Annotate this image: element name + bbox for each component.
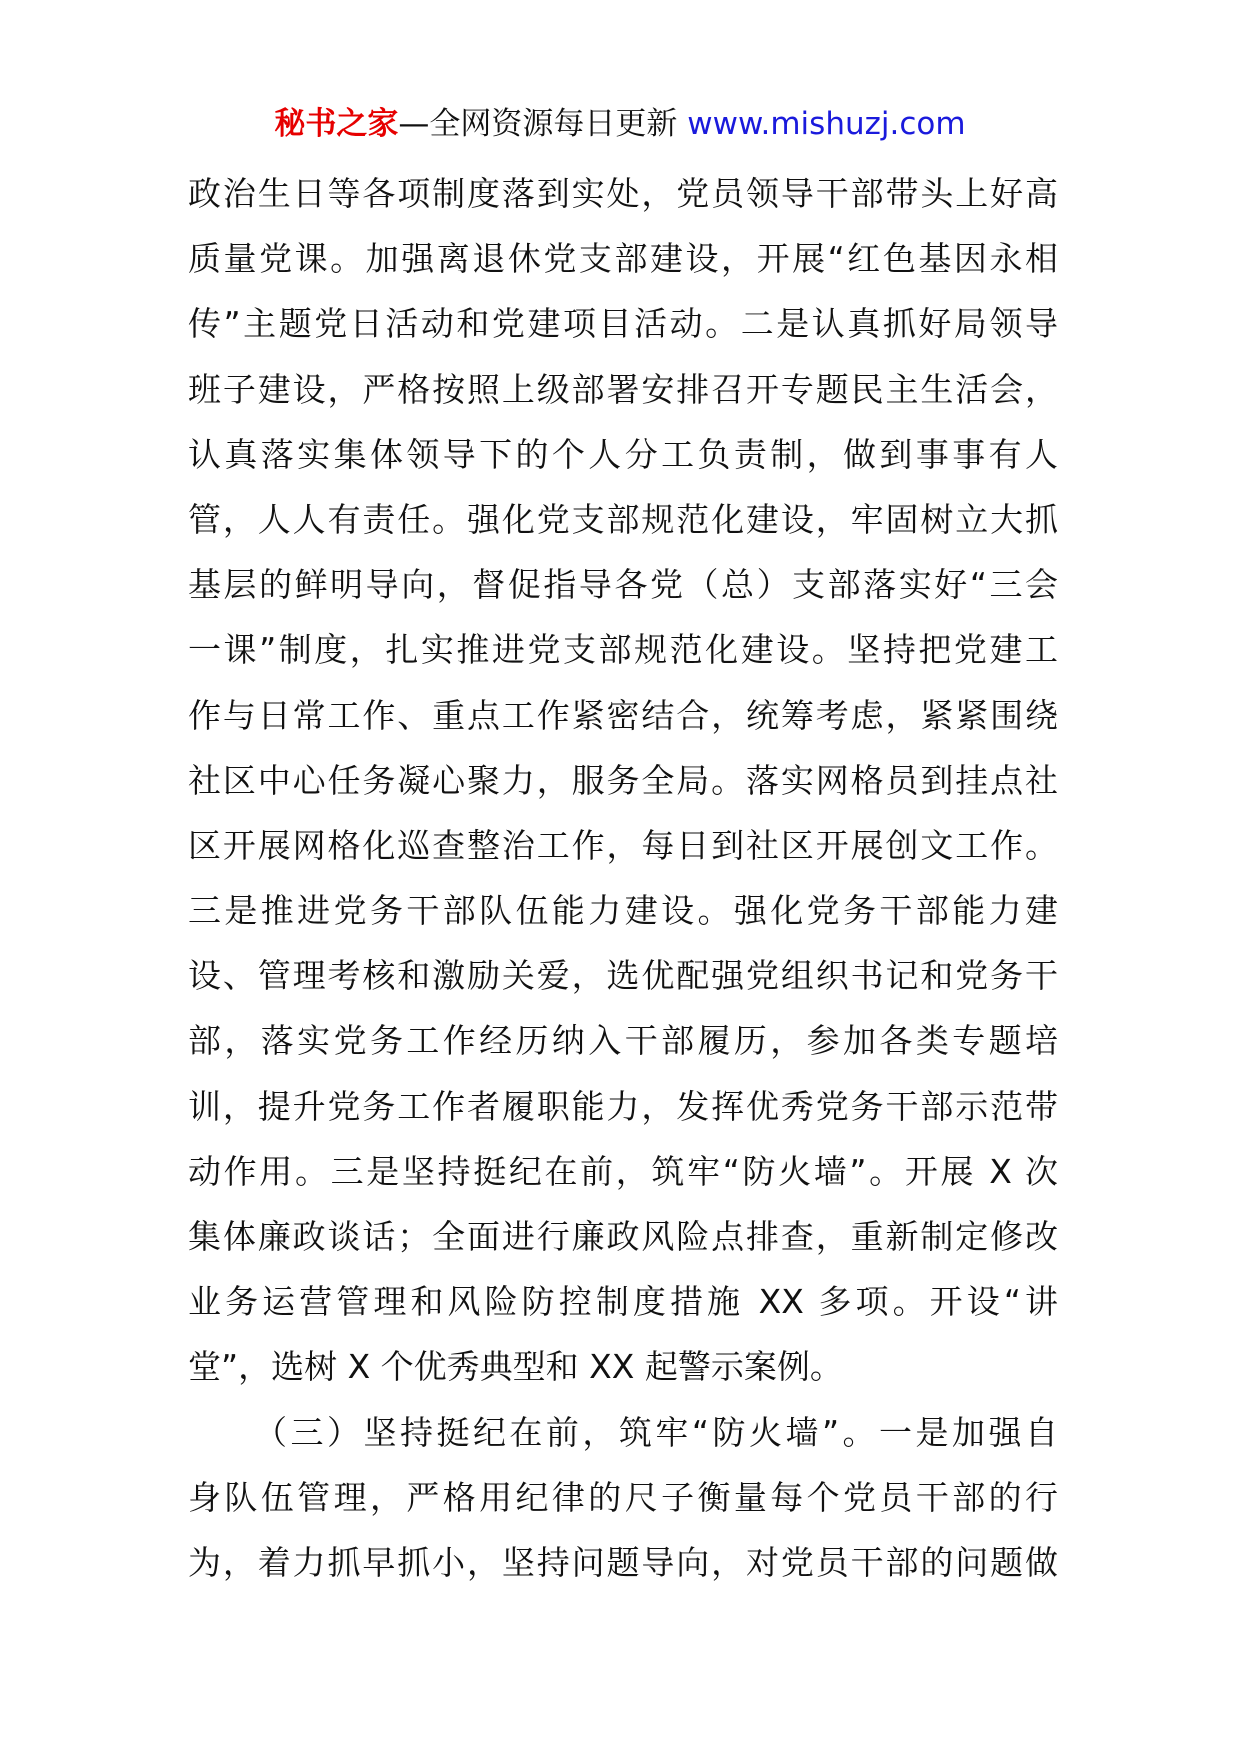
section-heading-line: （三）坚持挺纪在前，筑牢“防火墙”。一是加强自 <box>254 1412 1058 1452</box>
body-line: 区开展网格化巡查整治工作，每日到社区开展创文工作。 <box>188 825 1058 865</box>
body-line: 作与日常工作、重点工作紧密结合，统筹考虑，紧紧围绕 <box>188 695 1058 735</box>
body-line: 基层的鲜明导向，督促指导各党（总）支部落实好“三会 <box>188 565 1058 605</box>
body-line: 身队伍管理，严格用纪律的尺子衡量每个党员干部的行 <box>188 1477 1058 1517</box>
body-line: 管，人人有责任。强化党支部规范化建设，牢固树立大抓 <box>188 499 1058 539</box>
body-line: 认真落实集体领导下的个人分工负责制，做到事事有人 <box>188 434 1058 474</box>
document-body <box>188 161 1058 1595</box>
body-line: 业务运营管理和风险防控制度措施 XX 多项。开设“讲 <box>188 1282 1058 1322</box>
page-header <box>0 102 1240 146</box>
body-line: 质量党课。加强离退休党支部建设，开展“红色基因永相 <box>188 239 1058 279</box>
body-line: 训，提升党务工作者履职能力，发挥优秀党务干部示范带 <box>188 1086 1058 1126</box>
body-line: 一课”制度，扎实推进党支部规范化建设。坚持把党建工 <box>188 630 1058 670</box>
body-line: 部，落实党务工作经历纳入干部履历，参加各类专题培 <box>188 1021 1058 1061</box>
header-brand: 秘书之家 <box>274 106 399 142</box>
body-line: 政治生日等各项制度落到实处，党员领导干部带头上好高 <box>188 174 1058 213</box>
body-line: 传”主题党日活动和党建项目活动。二是认真抓好局领导 <box>188 304 1058 344</box>
header-slogan: —全网资源每日更新 <box>398 106 678 142</box>
body-line: 班子建设，严格按照上级部署安排召开专题民主生活会， <box>188 369 1058 409</box>
body-line: 设、管理考核和激励关爱，选优配强党组织书记和党务干 <box>188 956 1058 996</box>
header-url[interactable]: www.mishuzj.com <box>687 106 966 142</box>
body-line: 为，着力抓早抓小，坚持问题导向，对党员干部的问题做 <box>188 1542 1058 1582</box>
body-line: 动作用。三是坚持挺纪在前，筑牢“防火墙”。开展 X 次 <box>188 1151 1058 1191</box>
body-line: 三是推进党务干部队伍能力建设。强化党务干部能力建 <box>188 891 1058 931</box>
body-line: 堂”，选树 X 个优秀典型和 XX 起警示案例。 <box>188 1347 843 1387</box>
body-line: 社区中心任务凝心聚力，服务全局。落实网格员到挂点社 <box>188 760 1058 800</box>
body-line: 集体廉政谈话；全面进行廉政风险点排查，重新制定修改 <box>188 1217 1058 1256</box>
